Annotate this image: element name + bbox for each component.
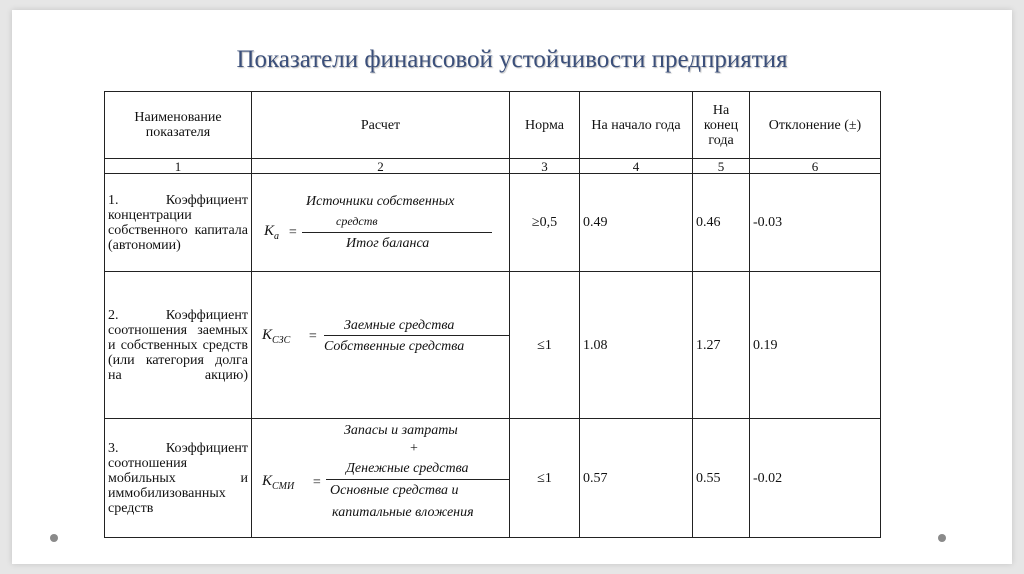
col-number: 1 [105, 159, 252, 174]
header-norm: Норма [510, 92, 580, 159]
norm-value: ≤1 [510, 272, 580, 419]
end-value: 1.27 [693, 272, 750, 419]
formula-denominator: Итог баланса [346, 236, 430, 251]
norm-value: ≥0,5 [510, 174, 580, 272]
end-value: 0.55 [693, 419, 750, 538]
formula-symbol: $K_{СМИ}$ [262, 473, 295, 492]
slide-dot-left [50, 534, 58, 542]
slide-dot-right [938, 534, 946, 542]
formula-numerator-line1: Запасы и затраты [344, 423, 458, 438]
col-number: 3 [510, 159, 580, 174]
header-deviation: Отклонение (±) [750, 92, 881, 159]
header-end: На конец года [693, 92, 750, 159]
header-calc: Расчет [252, 92, 510, 159]
indicator-name: 2. Коэффициент соотношения заемных и собственных средств (или категория долга на акцию) [105, 272, 252, 419]
formula-equals: = [308, 329, 318, 344]
table-row [105, 419, 881, 538]
end-value: 0.46 [693, 174, 750, 272]
fraction-line [324, 335, 510, 336]
formula-symbol: $K_а$ [264, 223, 280, 242]
col-number: 5 [693, 159, 750, 174]
formula-cell [252, 272, 510, 419]
deviation-value: -0.02 [750, 419, 881, 538]
indicator-name: 3. Коэффициент соотношения мобильных и иммобилизованных средств [105, 419, 252, 538]
page-title: Показатели финансовой устойчивости предприятия [236, 46, 788, 73]
deviation-value: -0.03 [750, 174, 881, 272]
formula-cell [252, 419, 510, 538]
formula-numerator-line1: Источники собственных [306, 194, 455, 209]
table-column-numbers-row [105, 159, 881, 174]
col-number: 6 [750, 159, 881, 174]
header-name: Наименование показателя [105, 92, 252, 159]
start-value: 0.49 [580, 174, 693, 272]
formula-denominator: Собственные средства [324, 339, 465, 354]
deviation-value: 0.19 [750, 272, 881, 419]
formula-numerator: Заемные средства [344, 318, 455, 333]
table-header-row [105, 92, 881, 159]
start-value: 0.57 [580, 419, 693, 538]
financial-stability-table [104, 91, 881, 538]
fraction-line [326, 479, 510, 480]
col-number: 2 [252, 159, 510, 174]
col-number: 4 [580, 159, 693, 174]
indicator-name: 1. Коэффициент концентрации собственного капитала (автономии) [105, 174, 252, 272]
formula-numerator-line2: средств [336, 214, 378, 228]
start-value: 1.08 [580, 272, 693, 419]
formula-plus: + [410, 441, 418, 456]
fraction-line [302, 232, 492, 233]
formula-denominator-line1: Основные средства и [330, 483, 459, 498]
table-row [105, 272, 881, 419]
norm-value: ≤1 [510, 419, 580, 538]
formula-equals: = [312, 475, 322, 490]
formula-cell [252, 174, 510, 272]
slide [12, 10, 1012, 564]
formula-denominator-line2: капитальные вложения [332, 505, 474, 520]
formula-numerator-line2: Денежные средства [346, 461, 469, 476]
table-row [105, 174, 881, 272]
formula-equals: = [288, 225, 298, 240]
header-start: На начало года [580, 92, 693, 159]
formula-symbol: $K_{СЗС}$ [262, 327, 291, 346]
